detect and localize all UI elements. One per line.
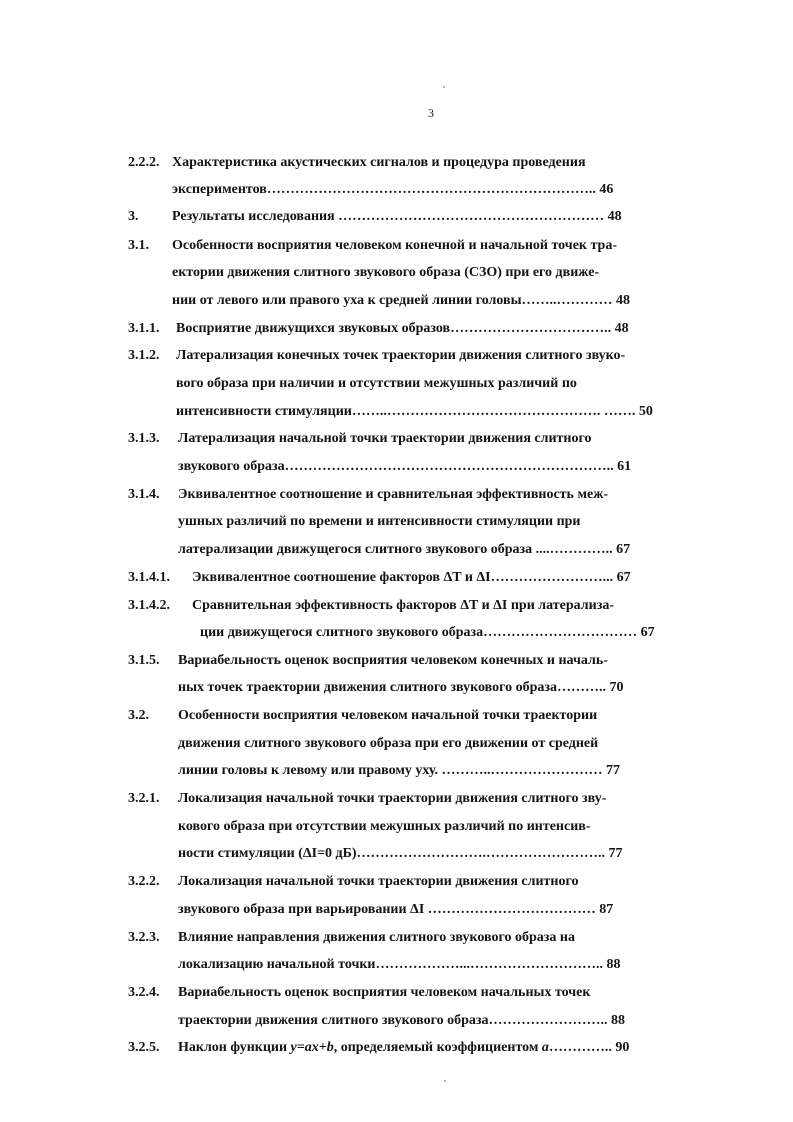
toc-entry-title-continued: звукового образа при варьировании ΔI ……………………………… 87 <box>178 902 614 917</box>
toc-entry-title-continued: экспериментов…………………………………………………………….. 46 <box>172 182 614 197</box>
toc-entry-title-continued: ушных различий по времени и интенсивности стимуляции при <box>178 514 581 529</box>
toc-entry-title-continued: звукового образа…………………………………………………………….. 61 <box>178 459 632 474</box>
toc-entry-title-text: Наклон функции <box>178 1040 291 1055</box>
toc-entry-title-continued: латерализации движущегося слитного звукового образа ....………….. 67 <box>178 542 631 557</box>
toc-entry-title: Особенности восприятия человеком конечной и начальной точек тра- <box>172 238 617 253</box>
toc-entry-title-continued: траектории движения слитного звукового образа…………………….. 88 <box>178 1013 626 1028</box>
toc-entry-number: 2.2.2. <box>128 155 160 170</box>
toc-entry-title-continued: линии головы к левому или правому уху. ………..…………………… 77 <box>178 763 620 778</box>
toc-entry-title-continued: вого образа при наличии и отсутствии межушных различий по <box>176 376 577 391</box>
page-number: 3 <box>428 106 434 120</box>
toc-entry-title: Латерализация конечных точек траектории движения слитного звуко- <box>176 348 626 363</box>
toc-entry-title: Эквивалентное соотношение и сравнительная эффективность меж- <box>178 487 609 502</box>
toc-entry-title: Локализация начальной точки траектории движения слитного зву- <box>178 791 607 806</box>
toc-entry-number: 3.2.2. <box>128 874 160 889</box>
toc-entry-title: Локализация начальной точки траектории движения слитного <box>178 874 579 889</box>
toc-entry-title: Результаты исследования ………………………………………………… 48 <box>172 209 622 224</box>
toc-entry-number: 3.2.1. <box>128 791 160 806</box>
scan-speck <box>444 1080 446 1082</box>
toc-entry-number: 3.2. <box>128 708 149 723</box>
toc-entry-title: Сравнительная эффективность факторов ΔT и ΔI при латерализа- <box>192 598 614 613</box>
toc-entry-number: 3.2.3. <box>128 930 160 945</box>
toc-entry-title-continued: ных точек траектории движения слитного звукового образа……….. 70 <box>178 680 624 695</box>
toc-entry-title-continued: кового образа при отсутствии межушных различий по интенсив- <box>178 819 591 834</box>
toc-entry-title: Влияние направления движения слитного звукового образа на <box>178 930 575 945</box>
scan-speck <box>443 86 445 88</box>
toc-entry-number: 3.1.4.1. <box>128 570 170 585</box>
toc-entry-title: Латерализация начальной точки траектории движения слитного <box>178 431 592 446</box>
toc-entry-number: 3.1.3. <box>128 431 160 446</box>
toc-entry-number: 3. <box>128 209 139 224</box>
toc-entry-number: 3.1.4.2. <box>128 598 170 613</box>
toc-entry-number: 3.1.4. <box>128 487 160 502</box>
formula: y=ax+b <box>290 1040 334 1055</box>
toc-entry-title-continued: ектории движения слитного звукового образа (СЗО) при его движе- <box>172 265 600 280</box>
toc-entry-title-continued: интенсивности стимуляции……..………………………………………. ……. 50 <box>176 404 653 419</box>
toc-entry-number: 3.1.5. <box>128 653 160 668</box>
toc-entry-number: 3.1.2. <box>128 348 160 363</box>
toc-entry-leader-and-page: ………….. 90 <box>548 1040 630 1055</box>
toc-entry-title: Вариабельность оценок восприятия человеком конечных и началь- <box>178 653 608 668</box>
toc-entry-title-text: , определяемый коэффициентом <box>333 1040 542 1055</box>
toc-entry-title: Особенности восприятия человеком начальной точки траектории <box>178 708 598 723</box>
toc-entry-number: 3.2.5. <box>128 1040 160 1055</box>
toc-entry-title <box>178 1039 629 1057</box>
toc-entry-title: Эквивалентное соотношение факторов ΔT и ΔI……………………... 67 <box>192 570 631 585</box>
toc-entry-title: Вариабельность оценок восприятия человеком начальных точек <box>178 985 591 1000</box>
toc-entry-title-continued: движения слитного звукового образа при его движении от средней <box>178 736 599 751</box>
toc-entry-number: 3.1.1. <box>128 321 160 336</box>
toc-entry-title-continued: нии от левого или правого уха к средней линии головы……..………… 48 <box>172 293 631 308</box>
toc-entry-title-continued: ции движущегося слитного звукового образа…………………………… 67 <box>200 625 655 640</box>
toc-entry-number: 3.2.4. <box>128 985 160 1000</box>
toc-entry-number: 3.1. <box>128 238 149 253</box>
toc-entry-title-continued: ности стимуляции (ΔI=0 дБ)……………………….…………………….. 77 <box>178 846 623 861</box>
toc-entry-title-continued: локализацию начальной точки………………...……………………….. 88 <box>178 957 621 972</box>
coefficient: a <box>541 1040 549 1055</box>
toc-entry-title: Характеристика акустических сигналов и процедура проведения <box>172 155 586 170</box>
toc-entry-title: Восприятие движущихся звуковых образов…………………………….. 48 <box>176 321 629 336</box>
